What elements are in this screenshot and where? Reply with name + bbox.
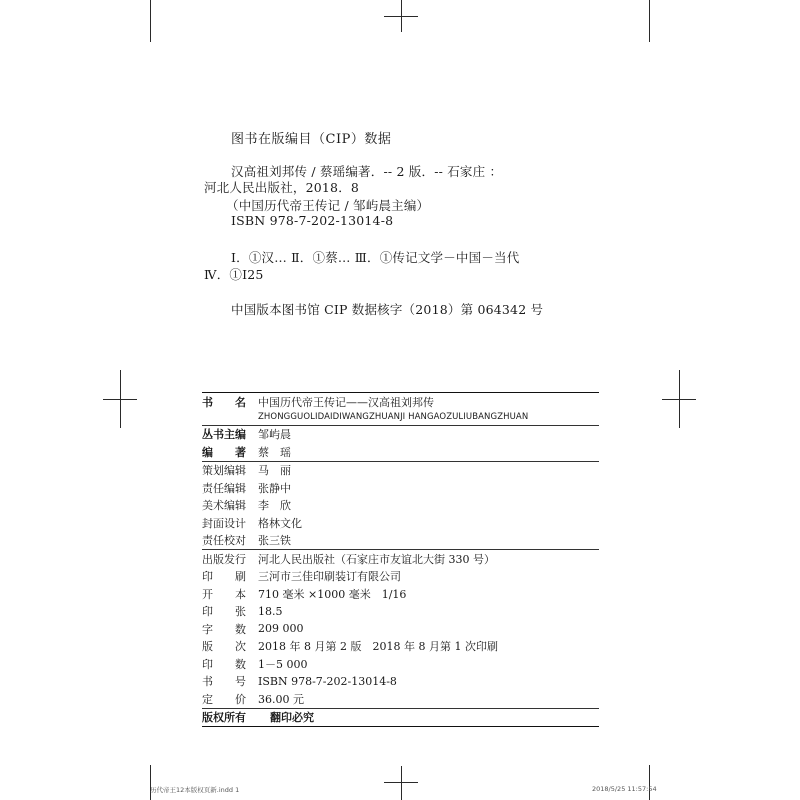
crop-mark <box>401 766 402 800</box>
info-value: 蔡 瑶 <box>258 445 291 459</box>
crop-mark <box>150 765 151 800</box>
title-value: 中国历代帝王传记——汉高祖刘邦传 <box>258 395 434 409</box>
crop-mark <box>150 0 151 42</box>
cip-catalog-number: 中国版本图书馆 CIP 数据核字（2018）第 064342 号 <box>231 302 544 317</box>
info-label: 书 号 <box>202 675 246 689</box>
info-value: 36.00 元 <box>258 692 304 706</box>
info-value: 河北人民出版社（石家庄市友谊北大街 330 号） <box>258 552 495 566</box>
cip-classification-line-2: Ⅳ．①I25 <box>204 267 264 282</box>
info-value: 209 000 <box>258 622 304 636</box>
info-value: 18.5 <box>258 604 283 618</box>
info-label: 丛书主编 <box>202 428 246 442</box>
info-value: ISBN 978-7-202-13014-8 <box>258 674 397 688</box>
info-label: 编 著 <box>202 445 246 459</box>
rights-label: 版权所有 <box>202 711 246 725</box>
info-row <box>202 426 599 444</box>
info-row <box>202 655 599 673</box>
info-label: 封面设计 <box>202 516 246 530</box>
info-row <box>202 690 599 708</box>
crop-mark <box>649 765 650 800</box>
info-label: 印 刷 <box>202 570 246 584</box>
publication-info-table <box>202 392 599 727</box>
info-value: 1－5 000 <box>258 657 308 671</box>
rights-value: 翻印必究 <box>270 711 314 725</box>
info-value: 李 欣 <box>258 499 291 513</box>
info-row <box>202 620 599 638</box>
cip-heading: 图书在版编目（CIP）数据 <box>231 132 392 147</box>
info-label: 开 本 <box>202 587 246 601</box>
crop-mark <box>649 0 650 42</box>
info-row <box>202 497 599 515</box>
info-label: 版 次 <box>202 640 246 654</box>
slug-filename: 历代帝王12本版权页新.indd 1 <box>150 786 240 794</box>
info-value: 张静中 <box>258 481 291 495</box>
info-label: 字 数 <box>202 622 246 636</box>
info-row <box>202 479 599 497</box>
info-value: 马 丽 <box>258 464 291 478</box>
info-label: 出版发行 <box>202 552 246 566</box>
cip-isbn-line: ISBN 978-7-202-13014-8 <box>231 213 394 228</box>
info-label: 定 价 <box>202 692 246 706</box>
info-row <box>202 514 599 532</box>
info-row <box>202 462 599 480</box>
info-value: 三河市三佳印刷装订有限公司 <box>258 570 401 584</box>
info-value: 格林文化 <box>258 516 302 530</box>
info-row <box>202 603 599 621</box>
cip-line-2: 河北人民出版社，2018．8 <box>204 180 360 195</box>
info-label: 责任校对 <box>202 534 246 548</box>
info-value: 2018 年 8 月第 2 版 2018 年 8 月第 1 次印刷 <box>258 640 498 654</box>
title-label: 书 名 <box>202 395 246 409</box>
slug-timestamp: 2018/5/25 11:57:54 <box>592 785 657 793</box>
info-row <box>202 568 599 586</box>
info-label: 责任编辑 <box>202 481 246 495</box>
crop-mark <box>384 782 418 783</box>
info-label: 印 张 <box>202 605 246 619</box>
cip-classification-line: Ⅰ．①汉… Ⅱ．①蔡… Ⅲ．①传记文学－中国－当代 <box>231 250 520 265</box>
info-value: 邹屿晨 <box>258 428 291 442</box>
rule-bottom <box>202 726 599 727</box>
crop-mark <box>662 399 696 400</box>
rights-row <box>202 709 599 727</box>
title-row <box>202 393 599 411</box>
info-row <box>202 443 599 461</box>
cip-line-1: 汉高祖刘邦传 / 蔡瑶编著．-- 2 版．-- 石家庄 ： <box>231 164 503 179</box>
info-label: 美术编辑 <box>202 499 246 513</box>
info-label: 印 数 <box>202 657 246 671</box>
crop-mark <box>384 16 418 17</box>
info-label: 策划编辑 <box>202 464 246 478</box>
info-row <box>202 585 599 603</box>
cip-line-3: （中国历代帝王传记 / 邹屿晨主编） <box>226 198 430 213</box>
info-row <box>202 550 599 568</box>
info-row <box>202 673 599 691</box>
title-pinyin: ZHONGGUOLIDAIDIWANGZHUANJI HANGAOZULIUBANGZHUAN <box>258 411 529 422</box>
info-row <box>202 532 599 550</box>
crop-mark <box>103 399 137 400</box>
info-value: 710 毫米 ×1000 毫米 1/16 <box>258 587 407 601</box>
info-value: 张三铁 <box>258 534 291 548</box>
info-row <box>202 638 599 656</box>
